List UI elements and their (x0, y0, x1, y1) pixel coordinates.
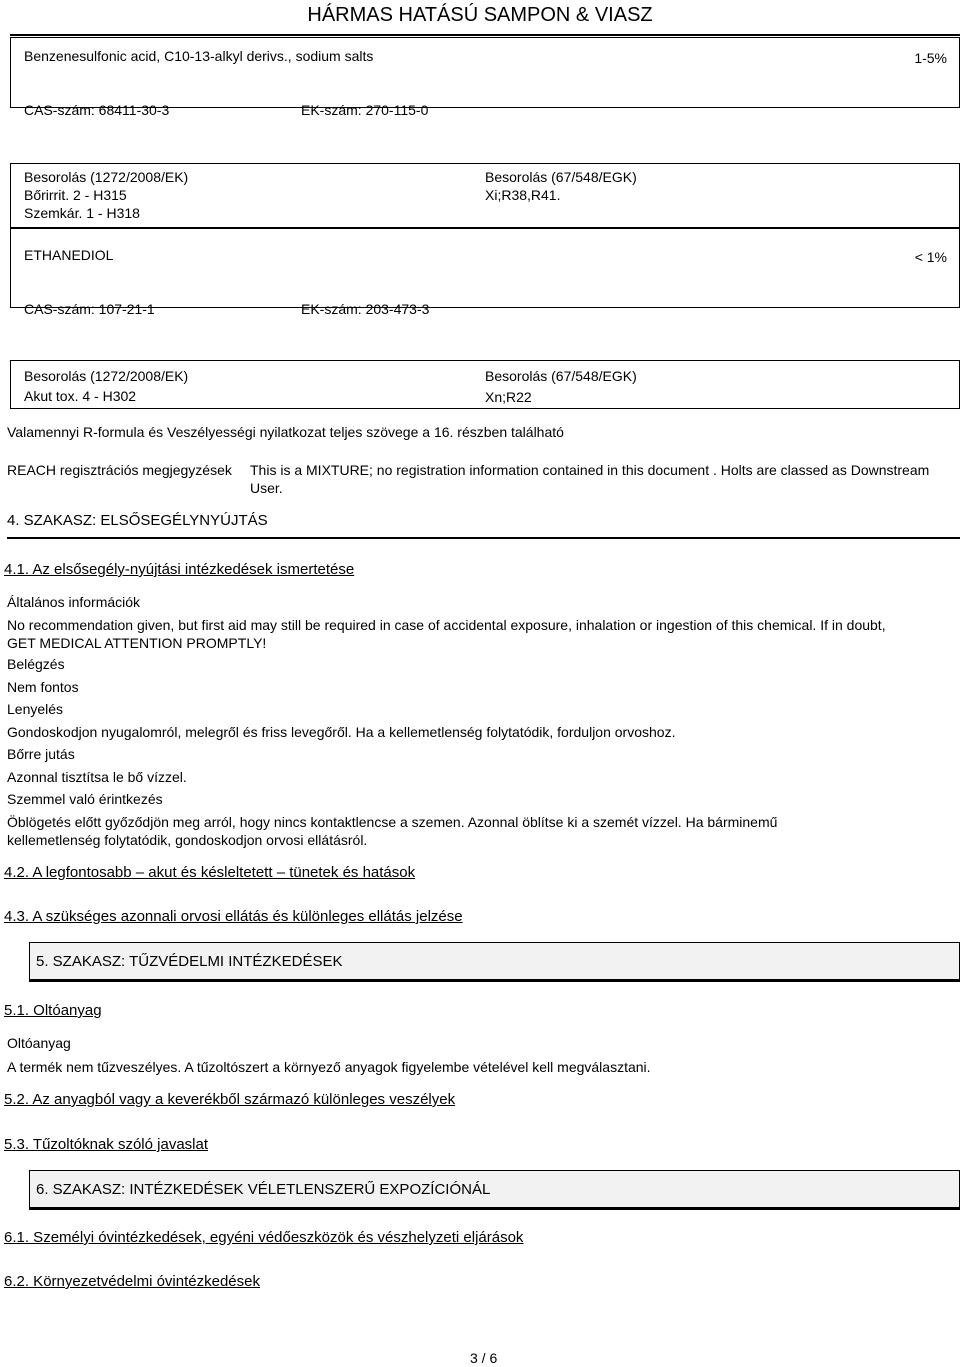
cas-number: CAS-szám: 68411-30-3 (24, 102, 170, 118)
reach-label: REACH regisztrációs megjegyzések (7, 462, 232, 478)
section-6-banner (29, 1170, 960, 1210)
title-rule (10, 34, 960, 36)
subsection-5-1: 5.1. Oltóanyag (4, 1002, 102, 1019)
page-number: 3 / 6 (470, 1350, 498, 1366)
section-divider (7, 537, 960, 539)
page-title: HÁRMAS HATÁSÚ SAMPON & VIASZ (307, 4, 653, 26)
ingestion-text: Gondoskodjon nyugalomról, melegről és friss levegőről. Ha a kellemetlenség folytatódik, forduljon orvoshoz. (7, 724, 676, 740)
media-label: Oltóanyag (7, 1035, 71, 1051)
subsection-4-3: 4.3. A szükséges azonnali orvosi ellátás és különleges ellátás jelzése (4, 908, 463, 925)
cas-number: CAS-szám: 107-21-1 (24, 301, 155, 317)
section-4-title: 4. SZAKASZ: ELSŐSEGÉLYNYÚJTÁS (7, 512, 268, 529)
component-percent: < 1% (914, 249, 947, 265)
dsd-title: Besorolás (67/548/EGK) (485, 169, 637, 185)
subsection-6-1: 6.1. Személyi óvintézkedések, egyéni védőeszközök és vészhelyzeti eljárások (4, 1229, 524, 1246)
clp-line: Szemkár. 1 - H318 (24, 205, 140, 221)
component-1-classification (10, 163, 960, 228)
component-2-classification (10, 360, 960, 409)
section-5-banner (29, 942, 960, 982)
reach-text: This is a MIXTURE; no registration information contained in this document . Holts are classed as Downstream User. (250, 462, 930, 496)
inhalation-text: Nem fontos (7, 679, 79, 695)
section-6-title: 6. SZAKASZ: INTÉZKEDÉSEK VÉLETLENSZERŰ EXPOZÍCIÓNÁL (36, 1181, 491, 1198)
ingestion-label: Lenyelés (7, 701, 64, 717)
subsection-5-3: 5.3. Tűzoltóknak szóló javaslat (4, 1136, 209, 1153)
media-text: A termék nem tűzveszélyes. A tűzoltószert a környező anyagok figyelembe vételével kell megválasztani. (7, 1059, 651, 1075)
subsection-6-2: 6.2. Környezetvédelmi óvintézkedések (4, 1273, 260, 1290)
subsection-4-1: 4.1. Az elsősegély-nyújtási intézkedések ismertetése (4, 561, 355, 578)
ek-number: EK-szám: 203-473-3 (301, 301, 430, 317)
component-1-header (10, 37, 960, 118)
subsection-4-2: 4.2. A legfontosabb – akut és késleltetett – tünetek és hatások (4, 864, 416, 881)
clp-line: Bőrirrit. 2 - H315 (24, 187, 127, 203)
component-name: ETHANEDIOL (24, 247, 114, 263)
general-info-text: No recommendation given, but first aid may still be required in case of accidental exposure, inhalation or ingestion of this chemical. If in doubt, GET MEDICAL ATTENTION PROMPTLY! (7, 617, 886, 651)
dsd-line: Xn;R22 (485, 389, 532, 405)
component-2-header (10, 228, 960, 317)
clp-title: Besorolás (1272/2008/EK) (24, 368, 189, 384)
r-phrase-note: Valamennyi R-formula és Veszélyességi nyilatkozat teljes szövege a 16. részben található (7, 424, 564, 440)
ek-number: EK-szám: 270-115-0 (301, 102, 429, 118)
skin-text: Azonnal tisztítsa le bő vízzel. (7, 769, 187, 785)
eye-text: Öblögetés előtt győződjön meg arról, hogy nincs kontaktlencse a szemen. Azonnal öblítse ki a szemét vízzel. Ha bárminemű kellemetlenség folytatódik, gondoskodjon orvosi ellátásról. (7, 814, 778, 848)
dsd-line: Xi;R38,R41. (485, 187, 561, 203)
inhalation-label: Belégzés (7, 656, 65, 672)
skin-label: Bőrre jutás (7, 746, 75, 762)
section-5-title: 5. SZAKASZ: TŰZVÉDELMI INTÉZKEDÉSEK (36, 953, 343, 970)
general-info-label: Általános információk (7, 594, 141, 610)
clp-line: Akut tox. 4 - H302 (24, 388, 137, 404)
eye-label: Szemmel való érintkezés (7, 791, 163, 807)
dsd-title: Besorolás (67/548/EGK) (485, 368, 637, 384)
subsection-5-2: 5.2. Az anyagból vagy a keverékből származó különleges veszélyek (4, 1091, 456, 1108)
clp-title: Besorolás (1272/2008/EK) (24, 169, 189, 185)
component-name: Benzenesulfonic acid, C10-13-alkyl derivs., sodium salts (24, 48, 374, 64)
component-percent: 1-5% (914, 50, 947, 66)
